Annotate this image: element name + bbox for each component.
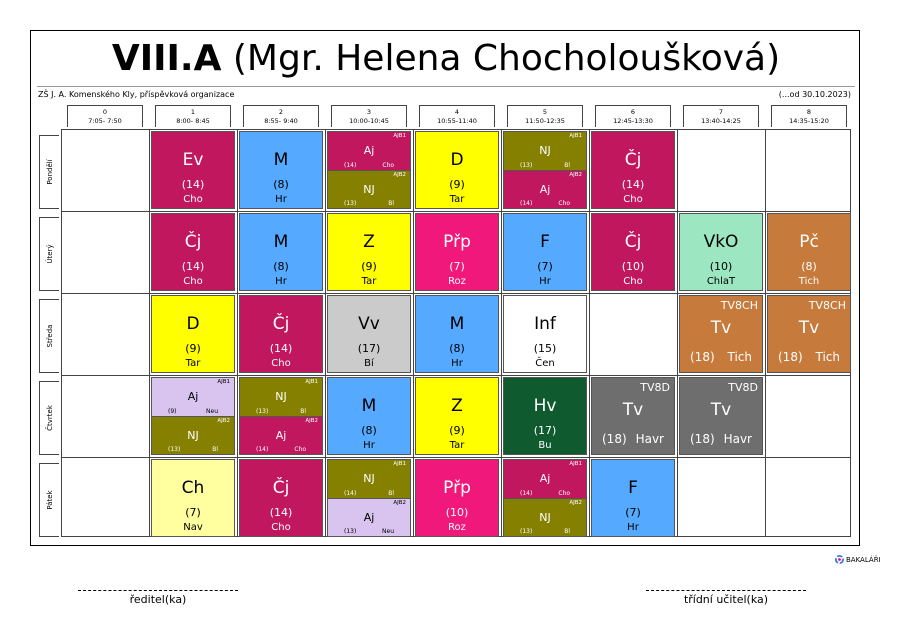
teacher: Cho	[382, 162, 394, 169]
group-code: AJB2	[393, 500, 406, 506]
room: (8)	[801, 260, 817, 273]
teacher: Bl	[212, 446, 218, 453]
subject: Tv	[710, 318, 732, 338]
subject: Vv	[358, 314, 380, 334]
teacher: Cho	[271, 522, 291, 533]
column-divider	[149, 130, 150, 536]
day-name: Středa	[45, 324, 54, 348]
teacher: Tar	[449, 194, 465, 205]
teacher: Hr	[539, 276, 551, 287]
subject: Z	[363, 232, 375, 252]
signature-class-teacher: třídní učitel(ka)	[646, 590, 806, 606]
lesson-group-bottom	[504, 170, 586, 208]
teacher: Neu	[206, 408, 218, 415]
row-divider	[62, 293, 850, 294]
teacher: Havr	[635, 432, 664, 446]
lesson-cell[interactable]	[327, 295, 411, 373]
teacher: Cho	[183, 194, 203, 205]
period-number: 6	[630, 108, 636, 116]
column-divider	[237, 130, 238, 536]
teacher: Tich	[798, 276, 820, 287]
day-name: Pondělí	[45, 159, 54, 185]
period-number: 4	[454, 108, 460, 116]
class-name: VIII.A	[111, 38, 222, 79]
timetable-grid	[61, 129, 851, 537]
teacher: Cho	[558, 490, 570, 497]
room: (10)	[621, 260, 645, 273]
day-name: Úterý	[45, 244, 54, 264]
period-header	[67, 105, 143, 127]
room: (9)	[449, 424, 465, 437]
room: (18)	[690, 350, 715, 364]
school-name: ZŠ J. A. Komenského Kly, příspěvková organizace	[38, 90, 235, 99]
teacher: Cho	[558, 200, 570, 207]
subject: Tv	[798, 318, 820, 338]
period-number: 1	[190, 108, 196, 116]
teacher: Bl	[564, 528, 570, 535]
room: (17)	[357, 342, 381, 355]
subject: D	[186, 314, 200, 334]
teacher: Bl	[388, 490, 394, 497]
subject: NJ	[187, 429, 199, 442]
day-label	[39, 299, 59, 373]
teacher: Roz	[448, 276, 466, 287]
page-title	[31, 37, 861, 81]
lesson-cell[interactable]	[151, 295, 235, 373]
lesson-cell[interactable]	[591, 131, 675, 209]
teacher: Hr	[275, 194, 287, 205]
group-code: TV8CH	[720, 299, 758, 312]
period-header	[155, 105, 231, 127]
period-header	[419, 105, 495, 127]
subject: Tv	[710, 400, 732, 420]
room: (13)	[344, 200, 357, 207]
room: (13)	[520, 528, 533, 535]
room: (10)	[709, 260, 733, 273]
period-time: 13:40-14:25	[701, 117, 741, 125]
subject: NJ	[539, 511, 551, 524]
room: (7)	[449, 260, 465, 273]
group-code: TV8D	[640, 381, 670, 394]
teacher: Tar	[185, 358, 201, 369]
lesson-cell[interactable]	[151, 131, 235, 209]
lesson-cell[interactable]	[679, 213, 763, 291]
lesson-cell[interactable]	[767, 295, 851, 373]
lesson-group-top	[152, 378, 234, 416]
logo-text: BAKALÁŘI	[846, 555, 881, 564]
period-number: 5	[542, 108, 548, 116]
day-name: Pátek	[45, 490, 54, 510]
teacher: ChlaT	[706, 276, 736, 287]
lesson-cell[interactable]	[239, 131, 323, 209]
column-divider	[677, 130, 678, 536]
period-time: 11:50-12:35	[525, 117, 565, 125]
room: (13)	[344, 528, 357, 535]
teacher: Cho	[623, 194, 643, 205]
teacher: Bl	[388, 200, 394, 207]
lesson-group-top	[328, 460, 410, 498]
room: (7)	[537, 260, 553, 273]
subject: Aj	[363, 511, 375, 524]
subject: NJ	[275, 390, 287, 403]
subject: VkO	[703, 232, 739, 252]
room: (10)	[445, 506, 469, 519]
teacher: Hr	[451, 358, 463, 369]
lesson-group-top	[328, 132, 410, 170]
teacher: Tich	[815, 350, 840, 364]
subject: F	[540, 232, 550, 252]
period-time: 8:00- 8:45	[176, 117, 210, 125]
row-divider	[62, 211, 850, 212]
period-header	[331, 105, 407, 127]
row-divider	[62, 457, 850, 458]
lesson-group-top	[504, 460, 586, 498]
lesson-cell[interactable]	[415, 131, 499, 209]
group-code: AJB1	[393, 133, 406, 139]
group-code: TV8CH	[808, 299, 846, 312]
subject: Aj	[539, 472, 551, 485]
lesson-cell[interactable]	[503, 295, 587, 373]
lesson-cell[interactable]	[239, 377, 323, 455]
lesson-group-bottom	[152, 416, 234, 454]
room: (14)	[520, 200, 533, 207]
lesson-cell[interactable]	[503, 459, 587, 537]
teacher: Roz	[448, 522, 466, 533]
lesson-group-bottom	[328, 170, 410, 208]
lesson-cell[interactable]	[503, 213, 587, 291]
room: (14)	[269, 342, 293, 355]
signature-principal: ředitel(ka)	[78, 590, 238, 606]
period-time: 10:00-10:45	[349, 117, 389, 125]
period-header	[507, 105, 583, 127]
room: (13)	[520, 162, 533, 169]
teacher: Bl	[300, 408, 306, 415]
day-label	[39, 381, 59, 455]
teacher: Hr	[275, 276, 287, 287]
lesson-cell[interactable]	[327, 213, 411, 291]
lesson-group-bottom	[328, 498, 410, 536]
room: (14)	[520, 490, 533, 497]
class-teacher: (Mgr. Helena Chocholoušková)	[232, 38, 781, 79]
lesson-cell[interactable]	[327, 459, 411, 537]
lesson-group-top	[504, 132, 586, 170]
bakalari-icon	[835, 555, 844, 564]
subject: D	[450, 150, 464, 170]
teacher: Bu	[538, 440, 552, 451]
teacher: Nav	[183, 522, 203, 533]
day-label	[39, 463, 59, 537]
day-label	[39, 135, 59, 209]
group-code: AJB2	[569, 172, 582, 178]
period-header	[595, 105, 671, 127]
lesson-cell[interactable]	[679, 295, 763, 373]
teacher: Čen	[535, 358, 555, 369]
subject: Čj	[624, 150, 642, 170]
room: (8)	[273, 260, 289, 273]
teacher: Neu	[382, 528, 394, 535]
teacher: Bl	[564, 162, 570, 169]
subject: Inf	[534, 314, 556, 334]
teacher: Cho	[294, 446, 306, 453]
period-number: 0	[102, 108, 108, 116]
subject: M	[361, 396, 377, 416]
subject: Přp	[443, 478, 471, 498]
group-code: AJB1	[393, 461, 406, 467]
subject: M	[273, 232, 289, 252]
subject: Čj	[624, 232, 642, 252]
subject: Aj	[275, 429, 287, 442]
subject: M	[449, 314, 465, 334]
room: (8)	[273, 178, 289, 191]
divider	[37, 86, 855, 87]
subject: Přp	[443, 232, 471, 252]
teacher: Bí	[364, 358, 374, 369]
subject: Aj	[363, 144, 375, 157]
room: (9)	[449, 178, 465, 191]
period-number: 8	[806, 108, 812, 116]
teacher: Cho	[623, 276, 643, 287]
lesson-cell[interactable]	[591, 459, 675, 537]
group-code: AJB2	[393, 172, 406, 178]
column-divider	[501, 130, 502, 536]
lesson-cell[interactable]	[151, 459, 235, 537]
day-label	[39, 217, 59, 291]
lesson-cell[interactable]	[415, 213, 499, 291]
room: (18)	[602, 432, 627, 446]
lesson-cell[interactable]	[679, 377, 763, 455]
subject: Čj	[272, 478, 290, 498]
teacher: Hr	[363, 440, 375, 451]
room: (17)	[533, 424, 557, 437]
period-header	[683, 105, 759, 127]
lesson-cell[interactable]	[415, 377, 499, 455]
row-divider	[62, 375, 850, 376]
lesson-cell[interactable]	[415, 459, 499, 537]
day-name: Čtvrtek	[45, 405, 54, 431]
teacher: Cho	[183, 276, 203, 287]
column-divider	[765, 130, 766, 536]
room: (15)	[533, 342, 557, 355]
group-code: AJB2	[217, 418, 230, 424]
period-time: 12:45-13:30	[613, 117, 653, 125]
room: (13)	[168, 446, 181, 453]
period-time: 14:35-15:20	[789, 117, 829, 125]
period-time: 10:55-11:40	[437, 117, 477, 125]
room: (14)	[269, 506, 293, 519]
subject: Ch	[181, 478, 205, 498]
group-code: AJB1	[217, 379, 230, 385]
lesson-cell[interactable]	[503, 377, 587, 455]
subject: Čj	[272, 314, 290, 334]
lesson-cell[interactable]	[503, 131, 587, 209]
period-number: 3	[366, 108, 372, 116]
subject: M	[273, 150, 289, 170]
subject: F	[628, 478, 638, 498]
lesson-cell[interactable]	[327, 377, 411, 455]
room: (8)	[361, 424, 377, 437]
room: (8)	[449, 342, 465, 355]
lesson-cell[interactable]	[151, 377, 235, 455]
room: (14)	[344, 162, 357, 169]
lesson-cell[interactable]	[591, 377, 675, 455]
room: (14)	[181, 260, 205, 273]
teacher: Cho	[271, 358, 291, 369]
subject: NJ	[363, 472, 375, 485]
room: (7)	[625, 506, 641, 519]
period-number: 2	[278, 108, 284, 116]
room: (9)	[185, 342, 201, 355]
subject: Pč	[799, 232, 819, 252]
lesson-cell[interactable]	[767, 213, 851, 291]
subject: Aj	[539, 183, 551, 196]
lesson-cell[interactable]	[415, 295, 499, 373]
period-time: 7:05- 7:50	[88, 117, 122, 125]
lesson-cell[interactable]	[327, 131, 411, 209]
room: (14)	[256, 446, 269, 453]
teacher: Hr	[627, 522, 639, 533]
teacher: Tar	[361, 276, 377, 287]
period-number: 7	[718, 108, 724, 116]
subject: Z	[451, 396, 463, 416]
period-header	[243, 105, 319, 127]
room: (13)	[256, 408, 269, 415]
teacher: Tar	[449, 440, 465, 451]
group-code: AJB1	[569, 461, 582, 467]
period-header	[771, 105, 847, 127]
column-divider	[413, 130, 414, 536]
column-divider	[325, 130, 326, 536]
column-divider	[589, 130, 590, 536]
subject: Tv	[622, 400, 644, 420]
group-code: AJB1	[305, 379, 318, 385]
room: (14)	[344, 490, 357, 497]
lesson-cell[interactable]	[239, 295, 323, 373]
lesson-cell[interactable]	[151, 213, 235, 291]
period-time: 8:55- 9:40	[264, 117, 298, 125]
lesson-cell[interactable]	[591, 213, 675, 291]
room: (18)	[690, 432, 715, 446]
group-code: AJB1	[569, 133, 582, 139]
lesson-cell[interactable]	[239, 213, 323, 291]
room: (14)	[181, 178, 205, 191]
subject: Čj	[184, 232, 202, 252]
valid-from: (...od 30.10.2023)	[778, 90, 851, 99]
subject: NJ	[363, 183, 375, 196]
lesson-cell[interactable]	[239, 459, 323, 537]
room: (9)	[361, 260, 377, 273]
teacher: Havr	[723, 432, 752, 446]
room: (14)	[621, 178, 645, 191]
subject: Ev	[182, 150, 204, 170]
subject: NJ	[539, 144, 551, 157]
group-code: AJB2	[569, 500, 582, 506]
subject: Hv	[533, 396, 557, 416]
room: (18)	[778, 350, 803, 364]
group-code: TV8D	[728, 381, 758, 394]
group-code: AJB2	[305, 418, 318, 424]
teacher: Tich	[727, 350, 752, 364]
lesson-group-bottom	[240, 416, 322, 454]
room: (7)	[185, 506, 201, 519]
subject: Aj	[187, 390, 199, 403]
lesson-group-top	[240, 378, 322, 416]
room: (9)	[168, 408, 177, 415]
lesson-group-bottom	[504, 498, 586, 536]
timetable-sheet	[30, 30, 881, 564]
bakalari-logo	[835, 555, 881, 564]
